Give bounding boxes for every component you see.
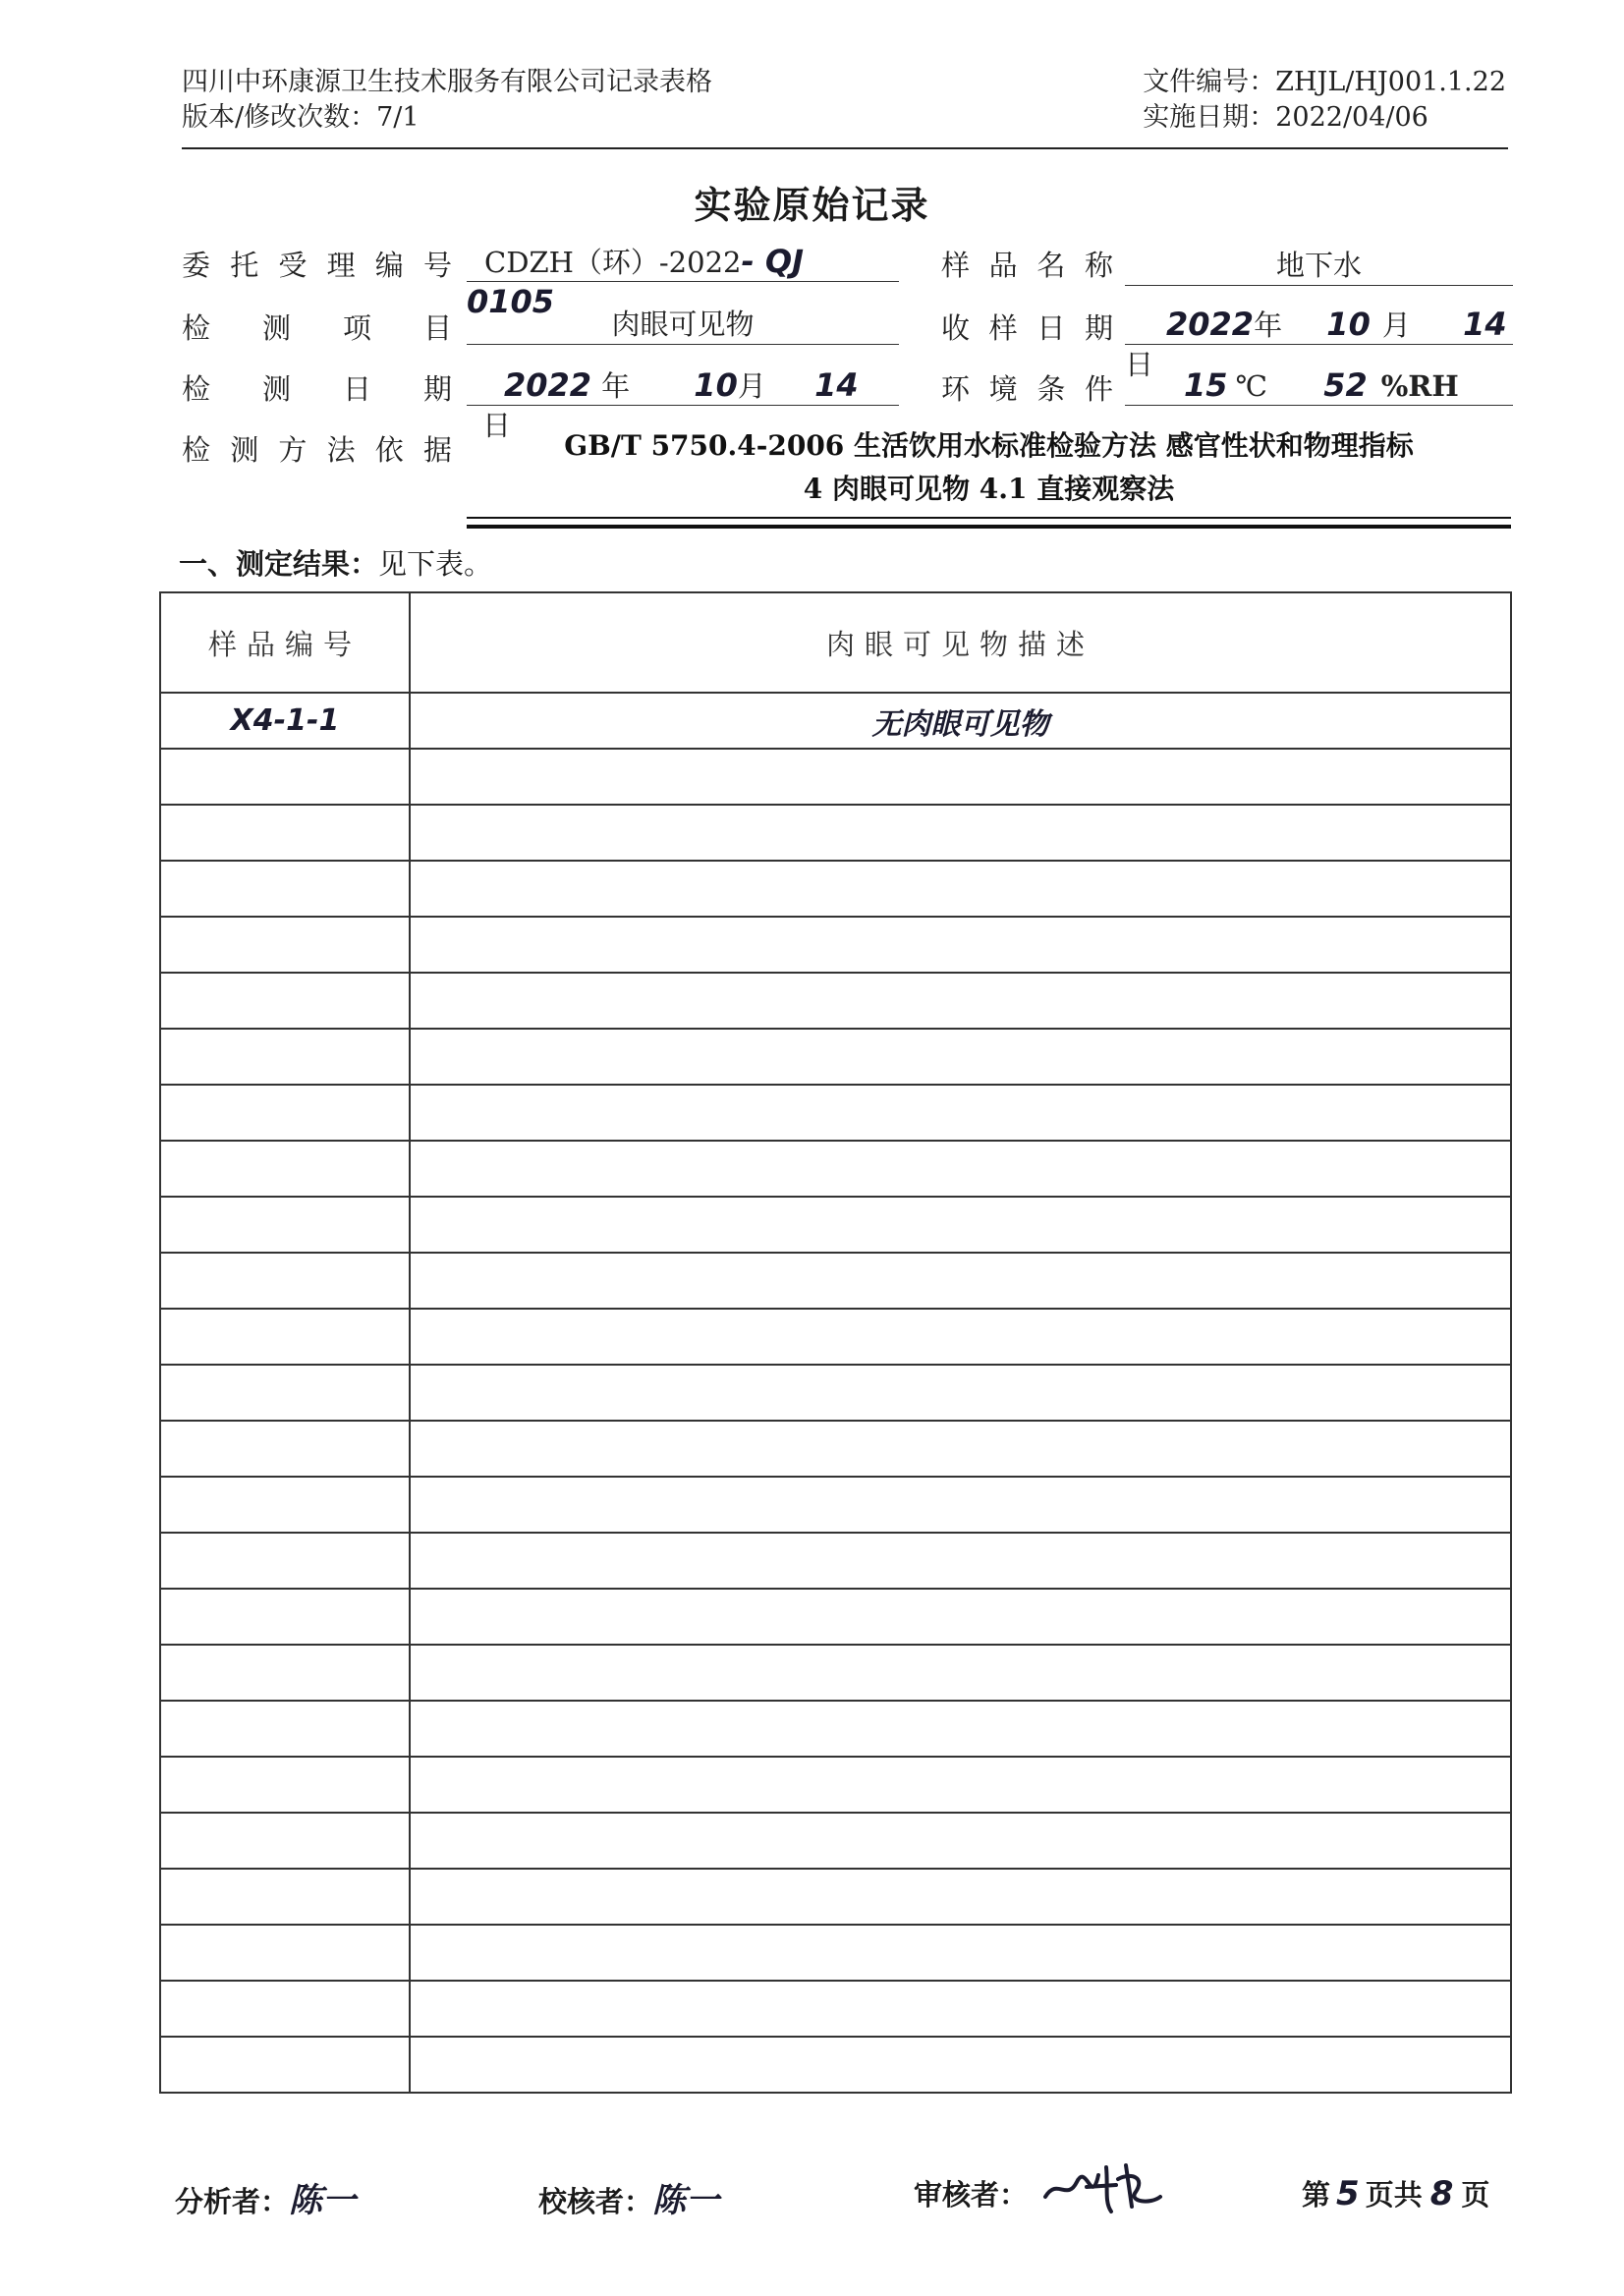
entrust-no-handwritten: - QJ 0105 xyxy=(467,243,805,320)
description-cell xyxy=(410,1869,1511,1925)
sample-id-cell xyxy=(160,1757,410,1813)
sample-id-cell xyxy=(160,1645,410,1701)
sample-id-cell xyxy=(160,1197,410,1253)
version-line: 版本/修改次数：7/1 xyxy=(182,102,420,133)
description-cell xyxy=(410,1701,1511,1757)
table-row xyxy=(160,805,1511,861)
description-cell xyxy=(410,1813,1511,1869)
version-value: 7/1 xyxy=(376,102,420,133)
page-title: 实验原始记录 xyxy=(694,183,930,227)
doc-number-line: 文件编号：ZHJL/HJ001.1.22 xyxy=(1143,67,1506,97)
table-row xyxy=(160,861,1511,917)
description-cell xyxy=(410,1981,1511,2037)
description-cell xyxy=(410,1365,1511,1421)
reviewer-line: 审核者： xyxy=(914,2173,1165,2216)
env-temp: 15 xyxy=(1184,366,1228,404)
table-row xyxy=(160,1365,1511,1421)
description-cell xyxy=(410,917,1511,973)
sample-id-cell xyxy=(160,1309,410,1365)
sample-id-cell xyxy=(160,917,410,973)
description-cell xyxy=(410,1589,1511,1645)
sample-id-cell xyxy=(160,1477,410,1533)
page-indicator: 第 5 页共 8 页 xyxy=(1302,2174,1490,2213)
table-row xyxy=(160,749,1511,805)
table-row xyxy=(160,1197,1511,1253)
table-row xyxy=(160,1085,1511,1141)
description-cell xyxy=(410,1477,1511,1533)
test-date-label: 检 测 日 期 xyxy=(182,372,452,406)
description-cell xyxy=(410,1197,1511,1253)
env-label: 环 境 条 件 xyxy=(941,372,1113,406)
receive-month: 10 xyxy=(1326,306,1371,343)
item-label: 检 测 项 目 xyxy=(182,311,452,345)
description-cell xyxy=(410,1141,1511,1197)
entrust-no-prefix: CDZH（环）-2022 xyxy=(484,246,742,279)
reviewer-signature xyxy=(1037,2157,1165,2216)
double-rule xyxy=(467,517,1511,529)
sample-id-cell xyxy=(160,1365,410,1421)
impl-date: 2022/04/06 xyxy=(1275,102,1428,133)
sample-id-cell xyxy=(160,1253,410,1309)
description-cell xyxy=(410,1085,1511,1141)
table-row xyxy=(160,1309,1511,1365)
method-line-1: GB/T 5750.4-2006 生活饮用水标准检验方法 感官性状和物理指标 xyxy=(564,429,1414,462)
analyst-line: 分析者：陈一 xyxy=(175,2181,357,2220)
results-table xyxy=(159,591,1512,2094)
sample-id-cell xyxy=(160,2037,410,2093)
results-table-body xyxy=(160,592,1511,2093)
col-header-sample-id: 样品编号 xyxy=(160,592,410,693)
test-day: 14 xyxy=(814,366,859,404)
test-year: 2022 xyxy=(504,366,592,404)
table-row xyxy=(160,693,1511,749)
env-rh: 52 xyxy=(1323,366,1368,404)
sample-id-cell: X4-1-1 xyxy=(160,693,410,749)
receive-date-label: 收 样 日 期 xyxy=(941,311,1113,345)
description-cell xyxy=(410,1309,1511,1365)
description-cell xyxy=(410,861,1511,917)
sample-id-cell xyxy=(160,1589,410,1645)
description-cell xyxy=(410,1757,1511,1813)
table-row xyxy=(160,1645,1511,1701)
sample-id-cell xyxy=(160,1981,410,2037)
sample-id-cell xyxy=(160,749,410,805)
description-cell: 无肉眼可见物 xyxy=(410,693,1511,749)
description-cell xyxy=(410,1029,1511,1085)
section-heading: 一、测定结果：见下表。 xyxy=(179,547,493,581)
table-row xyxy=(160,1141,1511,1197)
table-row xyxy=(160,1029,1511,1085)
description-cell xyxy=(410,1421,1511,1477)
table-row xyxy=(160,1925,1511,1981)
item-field: 肉眼可见物 xyxy=(467,305,899,345)
analyst-signature: 陈一 xyxy=(289,2181,357,2220)
description-cell xyxy=(410,1253,1511,1309)
header-left xyxy=(182,65,712,136)
description-cell xyxy=(410,2037,1511,2093)
sample-id-cell xyxy=(160,1701,410,1757)
description-cell xyxy=(410,749,1511,805)
receive-day: 14 xyxy=(1463,306,1507,343)
description-cell xyxy=(410,1533,1511,1589)
description-cell xyxy=(410,973,1511,1029)
table-row xyxy=(160,1757,1511,1813)
description-cell xyxy=(410,1925,1511,1981)
sample-id-cell xyxy=(160,973,410,1029)
table-row xyxy=(160,1869,1511,1925)
checker-line: 校核者：陈一 xyxy=(538,2181,720,2220)
table-row xyxy=(160,1533,1511,1589)
table-row xyxy=(160,1253,1511,1309)
table-row xyxy=(160,973,1511,1029)
table-row xyxy=(160,1813,1511,1869)
table-row xyxy=(160,917,1511,973)
description-cell xyxy=(410,1645,1511,1701)
test-month: 10 xyxy=(694,366,738,404)
sample-id-cell xyxy=(160,1813,410,1869)
method-text xyxy=(467,424,1511,511)
sample-id-cell xyxy=(160,1869,410,1925)
receive-year: 2022 xyxy=(1166,306,1255,343)
table-header-row xyxy=(160,592,1511,693)
col-header-description: 肉眼可见物描述 xyxy=(410,592,1511,693)
method-label: 检 测 方 法 依 据 xyxy=(182,433,452,467)
sample-id-cell xyxy=(160,1085,410,1141)
table-row xyxy=(160,1701,1511,1757)
table-row xyxy=(160,1981,1511,2037)
description-cell xyxy=(410,805,1511,861)
table-row xyxy=(160,1421,1511,1477)
sample-name-field: 地下水 xyxy=(1125,246,1513,286)
doc-number: ZHJL/HJ001.1.22 xyxy=(1275,67,1506,97)
sample-id-cell xyxy=(160,1533,410,1589)
checker-signature: 陈一 xyxy=(652,2181,720,2220)
entrust-no-field xyxy=(467,242,899,320)
receive-date-field: 2022年 10 月 14日 xyxy=(1125,305,1513,345)
table-row xyxy=(160,2037,1511,2093)
impl-date-line: 实施日期：2022/04/06 xyxy=(1143,102,1428,133)
sample-id-cell xyxy=(160,1029,410,1085)
method-line-2: 4 肉眼可见物 4.1 直接观察法 xyxy=(803,473,1175,505)
sample-id-cell xyxy=(160,1141,410,1197)
header-right xyxy=(1143,65,1506,136)
table-row xyxy=(160,1477,1511,1533)
sample-id-cell xyxy=(160,805,410,861)
sample-id-cell xyxy=(160,1421,410,1477)
table-row xyxy=(160,1589,1511,1645)
page-number: 5 xyxy=(1336,2174,1360,2213)
sample-id-cell xyxy=(160,1925,410,1981)
env-field: 15 ℃ 52 %RH xyxy=(1125,365,1513,406)
entrust-no-label: 委 托 受 理 编 号 xyxy=(182,249,452,282)
sample-id-cell xyxy=(160,861,410,917)
header-rule xyxy=(182,147,1508,149)
sample-name-label: 样 品 名 称 xyxy=(941,249,1113,282)
company-name: 四川中环康源卫生技术服务有限公司记录表格 xyxy=(182,67,712,97)
page-total: 8 xyxy=(1429,2174,1454,2213)
test-date-field: 2022 年 10月 14日 xyxy=(467,365,899,406)
